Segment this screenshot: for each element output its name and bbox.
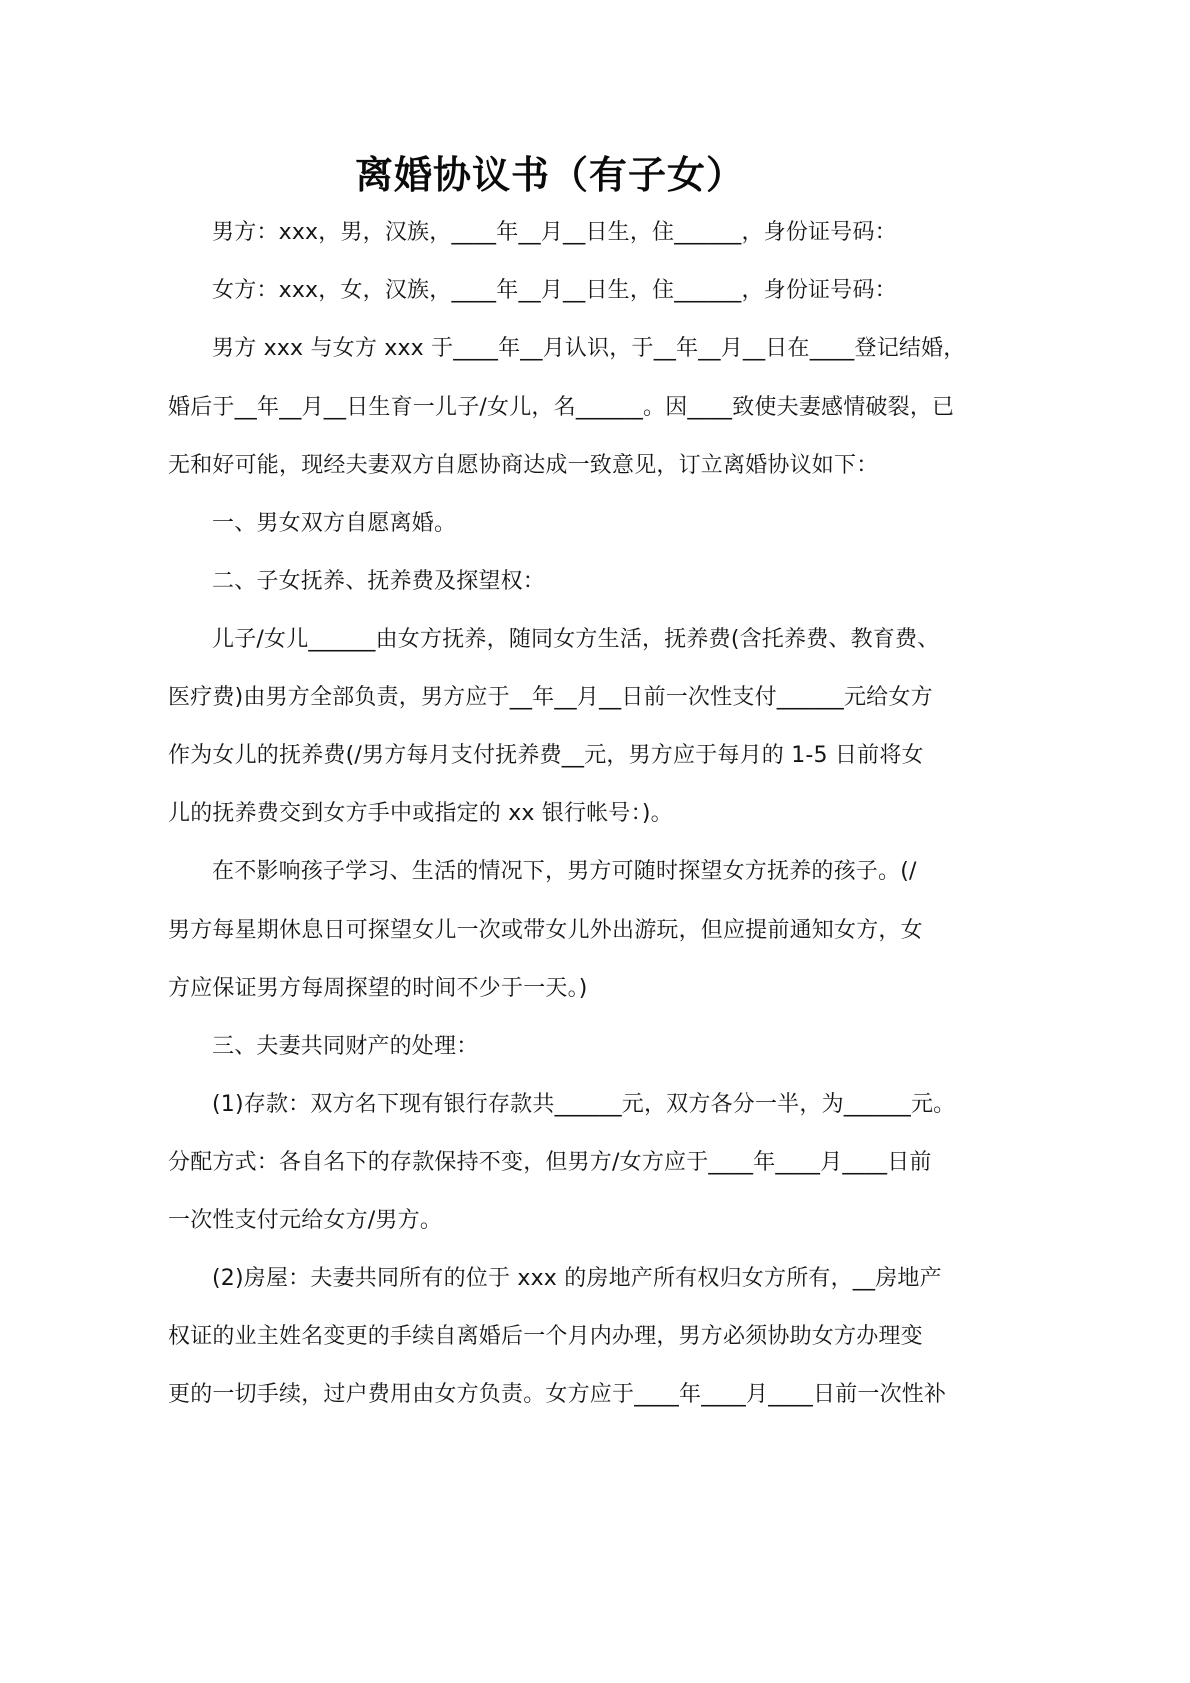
custody-line-4: 儿的抚养费交到女方手中或指定的 xx 银行帐号：)。 [168, 801, 673, 826]
house-line-1: (2)房屋：夫妻共同所有的位于 xxx 的房地产所有权归女方所有，__房地产 [212, 1266, 942, 1291]
preamble-line-3: 无和好可能，现经夫妻双方自愿协商达成一致意见，订立离婚协议如下： [168, 453, 879, 478]
visitation-line-3: 方应保证男方每周探望的时间不少于一天。) [168, 976, 588, 1001]
visitation-line-1: 在不影响孩子学习、生活的情况下，男方可随时探望女方抚养的孩子。(/ [212, 859, 917, 884]
custody-line-2: 医疗费)由男方全部负责，男方应于__年__月__日前一次性支付______元给女方 [168, 685, 933, 710]
clause-1-heading: 一、男女双方自愿离婚。 [212, 511, 457, 536]
clause-3-heading: 三、夫妻共同财产的处理： [212, 1034, 479, 1059]
male-party-info: 男方：xxx，男，汉族，____年__月__日生，住______，身份证号码： [212, 220, 897, 245]
preamble-line-1: 男方 xxx 与女方 xxx 于____年__月认识，于__年__月__日在____登记结婚， [212, 336, 966, 361]
deposit-line-2: 分配方式：各自名下的存款保持不变，但男方/女方应于____年____月____日前 [168, 1150, 932, 1175]
visitation-line-2: 男方每星期休息日可探望女儿一次或带女儿外出游玩，但应提前通知女方，女 [168, 918, 923, 943]
female-party-info: 女方：xxx，女，汉族，____年__月__日生，住______，身份证号码： [212, 278, 897, 303]
custody-line-1: 儿子/女儿______由女方抚养，随同女方生活，抚养费(含托养费、教育费、 [212, 627, 940, 652]
document-title: 离婚协议书（有子女） [354, 153, 745, 197]
house-line-2: 权证的业主姓名变更的手续自离婚后一个月内办理，男方必须协助女方办理变 [168, 1324, 923, 1349]
custody-line-3: 作为女儿的抚养费(/男方每月支付抚养费__元，男方应于每月的 1-5 日前将女 [168, 743, 924, 768]
house-line-3: 更的一切手续，过户费用由女方负责。女方应于____年____月____日前一次性补 [168, 1382, 947, 1407]
deposit-line-1: (1)存款：双方名下现有银行存款共______元，双方各分一半，为______元。 [212, 1092, 956, 1117]
clause-2-heading: 二、子女抚养、抚养费及探望权： [212, 569, 546, 594]
preamble-line-2: 婚后于__年__月__日生育一儿子/女儿，名______。因____致使夫妻感情破裂，已 [168, 395, 955, 420]
deposit-line-3: 一次性支付元给女方/男方。 [168, 1208, 443, 1233]
